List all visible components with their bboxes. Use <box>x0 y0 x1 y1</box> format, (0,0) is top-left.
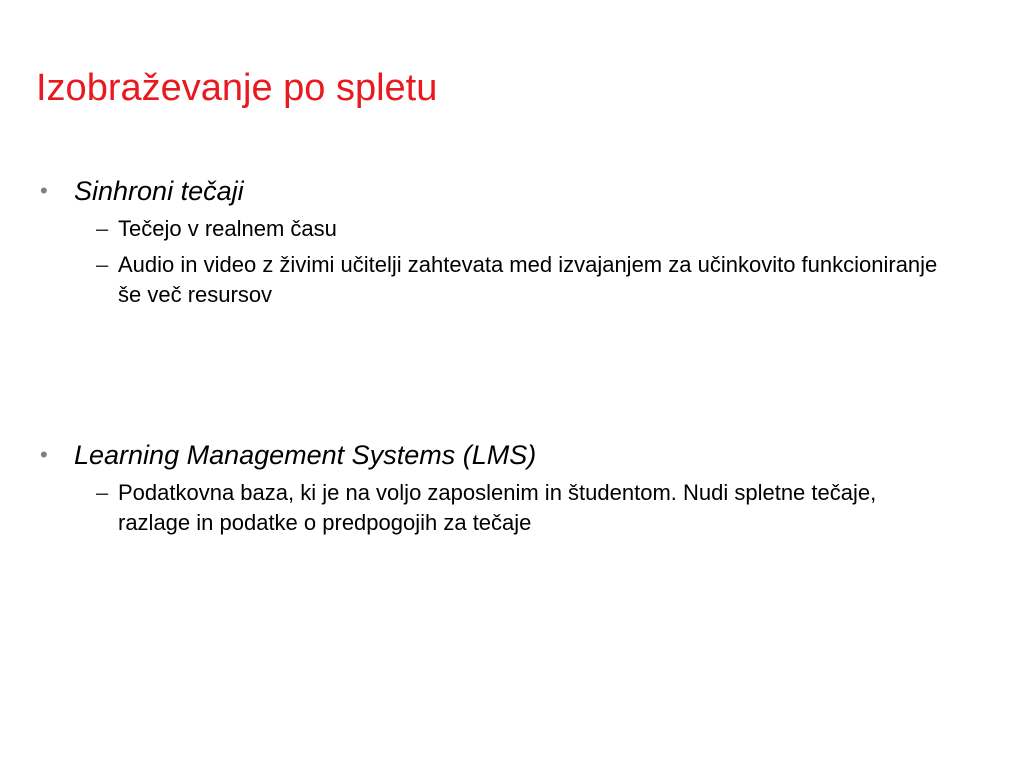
dash-icon: – <box>96 216 109 241</box>
sub-item <box>40 250 948 310</box>
dash-icon: – <box>96 252 109 277</box>
bullet-label: Sinhroni tečaji <box>74 176 244 206</box>
slide-title: Izobraževanje po spletu <box>36 67 438 109</box>
sub-item <box>40 478 948 538</box>
bullet-label: Learning Management Systems (LMS) <box>74 440 537 470</box>
sub-item <box>40 214 948 244</box>
bullet-dot-icon: • <box>40 178 48 203</box>
sub-item-text: Tečejo v realnem času <box>118 216 337 241</box>
sub-item-text: Podatkovna baza, ki je na voljo zaposlenim in študentom. Nudi spletne tečaje, razlage in podatke o predpogojih za tečaje <box>118 480 877 535</box>
sub-list <box>40 478 980 538</box>
sub-list <box>40 214 980 310</box>
sub-item-text: Audio in video z živimi učitelji zahtevata med izvajanjem za učinkovito funkcioniranje še več resursov <box>118 252 938 307</box>
dash-icon: – <box>96 480 109 505</box>
bullet-lms <box>40 438 980 544</box>
bullet-dot-icon: • <box>40 442 48 467</box>
bullet-sinhroni-tecaji <box>40 174 980 316</box>
